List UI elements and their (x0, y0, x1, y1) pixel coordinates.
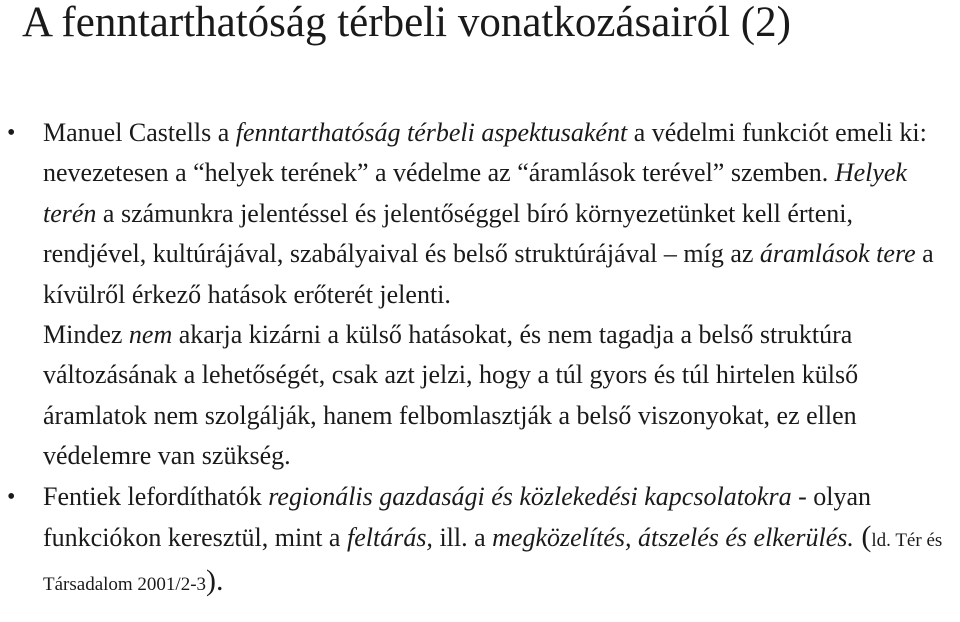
reference-text: ld. Tér és Társadalom 2001/2-3 (43, 530, 943, 596)
italic-run: megközelítés, átszelés és elkerülés. (492, 523, 854, 553)
text-run: ). (206, 564, 224, 598)
text-run: a kívülről érkező hatások erőterét jelenti. (43, 239, 934, 309)
paragraph-castells (43, 113, 958, 315)
italic-run: feltárás, (346, 523, 433, 553)
text-run: ill. a (432, 523, 493, 553)
text-run: - olyan funkciókon keresztül, mint a (43, 481, 871, 553)
slide-title: A fenntarthatóság térbeli vonatkozásairól (2) (22, 0, 791, 46)
italic-run: fenntarthatóság térbeli aspektusaként (235, 118, 628, 147)
italic-run: regionális gazdasági és közlekedési kapcsolatokra (268, 481, 792, 511)
bullet-list (7, 113, 958, 606)
paragraph-fentiek (43, 477, 958, 606)
text-run: Fentiek lefordíthatók (43, 481, 269, 511)
text-run: a védelmi funkciót emeli ki: nevezetesen a “helyek terének” a védelme az “áramlások terével” szemben. (43, 118, 927, 188)
bullet-marker: • (7, 120, 16, 146)
text-run: akarja kizárni a külső hatásokat, és nem tagadja a belső struktúra változásának a lehetőségét, csak azt jelzi, hogy a túl gyors és túl hirtelen külső áramlatok nem szolgálják, hanem felbomlasztják a belső viszonyokat, ez ellen védelemre van szükség. (43, 320, 859, 471)
italic-run: áramlások tere (759, 239, 916, 269)
bullet-item-fentiek (7, 477, 958, 606)
text-run: Mindez (43, 320, 129, 350)
text-run: Manuel Castells a (43, 118, 236, 147)
italic-run: Helyek terén (43, 158, 907, 228)
text-run: ( (853, 520, 872, 554)
bullet-marker: • (7, 483, 16, 510)
paragraph-mindez (43, 315, 958, 477)
italic-run: nem (128, 320, 173, 350)
bullet-item-castells (7, 113, 958, 477)
text-run: a számunkra jelentéssel és jelentőséggel bíró környezetünket kell érteni, rendjével, kultúrájával, szabályaival és belső struktúrájával – míg az (43, 198, 854, 269)
